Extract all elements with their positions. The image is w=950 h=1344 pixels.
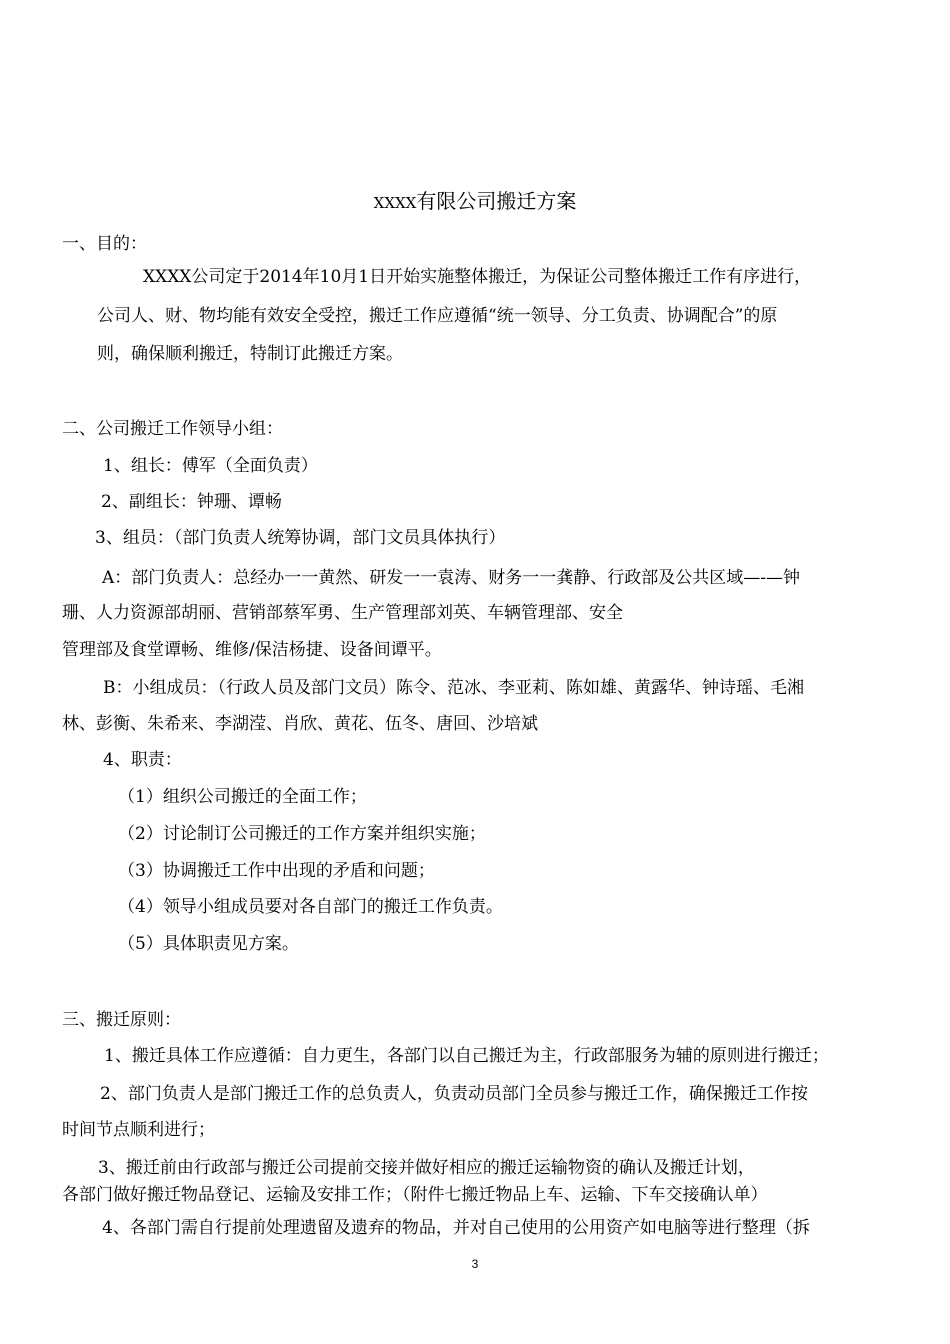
duty-item: （1）组织公司搬迁的全面工作； [118, 787, 367, 807]
paragraph-line: 公司人、财、物均能有效安全受控，搬迁工作应遵循“统一领导、分工负责、协调配合”的原 [97, 306, 778, 326]
paragraph-line: B：小组成员：（行政人员及部门文员）陈令、范冰、李亚莉、陈如雄、黄露华、钟诗瑶、毛湘 [103, 678, 804, 698]
title-prefix: XXXX [373, 194, 417, 212]
principle-item: 2、部门负责人是部门搬迁工作的总负责人，负责动员部门全员参与搬迁工作，确保搬迁工作按 [100, 1084, 808, 1104]
paragraph-line: XXXX公司定于2014年10月1日开始实施整体搬迁，为保证公司整体搬迁工作有序进行， [143, 267, 812, 287]
paragraph-line: 则，确保顺利搬迁，特制订此搬迁方案。 [97, 344, 403, 364]
page-number: 3 [471, 1257, 479, 1271]
paragraph-line: 各部门做好搬迁物品登记、运输及安排工作；（附件七搬迁物品上车、运输、下车交接确认单） [62, 1185, 768, 1205]
section-heading-principles: 三、搬迁原则： [62, 1010, 181, 1030]
document-title [0, 188, 950, 216]
paragraph-line: 时间节点顺利进行； [62, 1120, 215, 1140]
title-text: 有限公司搬迁方案 [416, 189, 577, 213]
section-heading-leadership: 二、公司搬迁工作领导小组： [62, 419, 283, 439]
list-item: 4、职责： [103, 750, 182, 770]
principle-item: 3、搬迁前由行政部与搬迁公司提前交接并做好相应的搬迁运输物资的确认及搬迁计划， [98, 1158, 755, 1178]
principle-item: 4、各部门需自行提前处理遗留及遗弃的物品，并对自己使用的公用资产如电脑等进行整理（拆 [102, 1218, 810, 1238]
list-item: 1、组长：傅军（全面负责） [103, 456, 318, 476]
paragraph-line: 珊、人力资源部胡丽、营销部蔡军勇、生产管理部刘英、车辆管理部、安全 [62, 603, 623, 623]
list-item: 2、副组长：钟珊、谭畅 [101, 492, 282, 512]
principle-item: 1、搬迁具体工作应遵循：自力更生，各部门以自己搬迁为主，行政部服务为辅的原则进行搬迁； [104, 1046, 829, 1066]
paragraph-line: 管理部及食堂谭畅、维修/保洁杨捷、设备间谭平。 [62, 640, 442, 660]
duty-item: （2）讨论制订公司搬迁的工作方案并组织实施； [118, 824, 486, 844]
paragraph-line: 林、彭衡、朱希来、李湖滢、肖欣、黄花、伍冬、唐回、沙培斌 [62, 714, 538, 734]
section-heading-purpose: 一、目的： [62, 234, 147, 254]
duty-item: （5）具体职责见方案。 [118, 934, 299, 954]
paragraph-line: A：部门负责人：总经办一一黄然、研发一一袁涛、财务一一龚静、行政部及公共区域—-—钟 [102, 568, 801, 588]
duty-item: （3）协调搬迁工作中出现的矛盾和问题； [118, 861, 435, 881]
list-item: 3、组员：（部门负责人统筹协调，部门文员具体执行） [95, 528, 506, 548]
duty-item: （4）领导小组成员要对各自部门的搬迁工作负责。 [118, 897, 503, 917]
